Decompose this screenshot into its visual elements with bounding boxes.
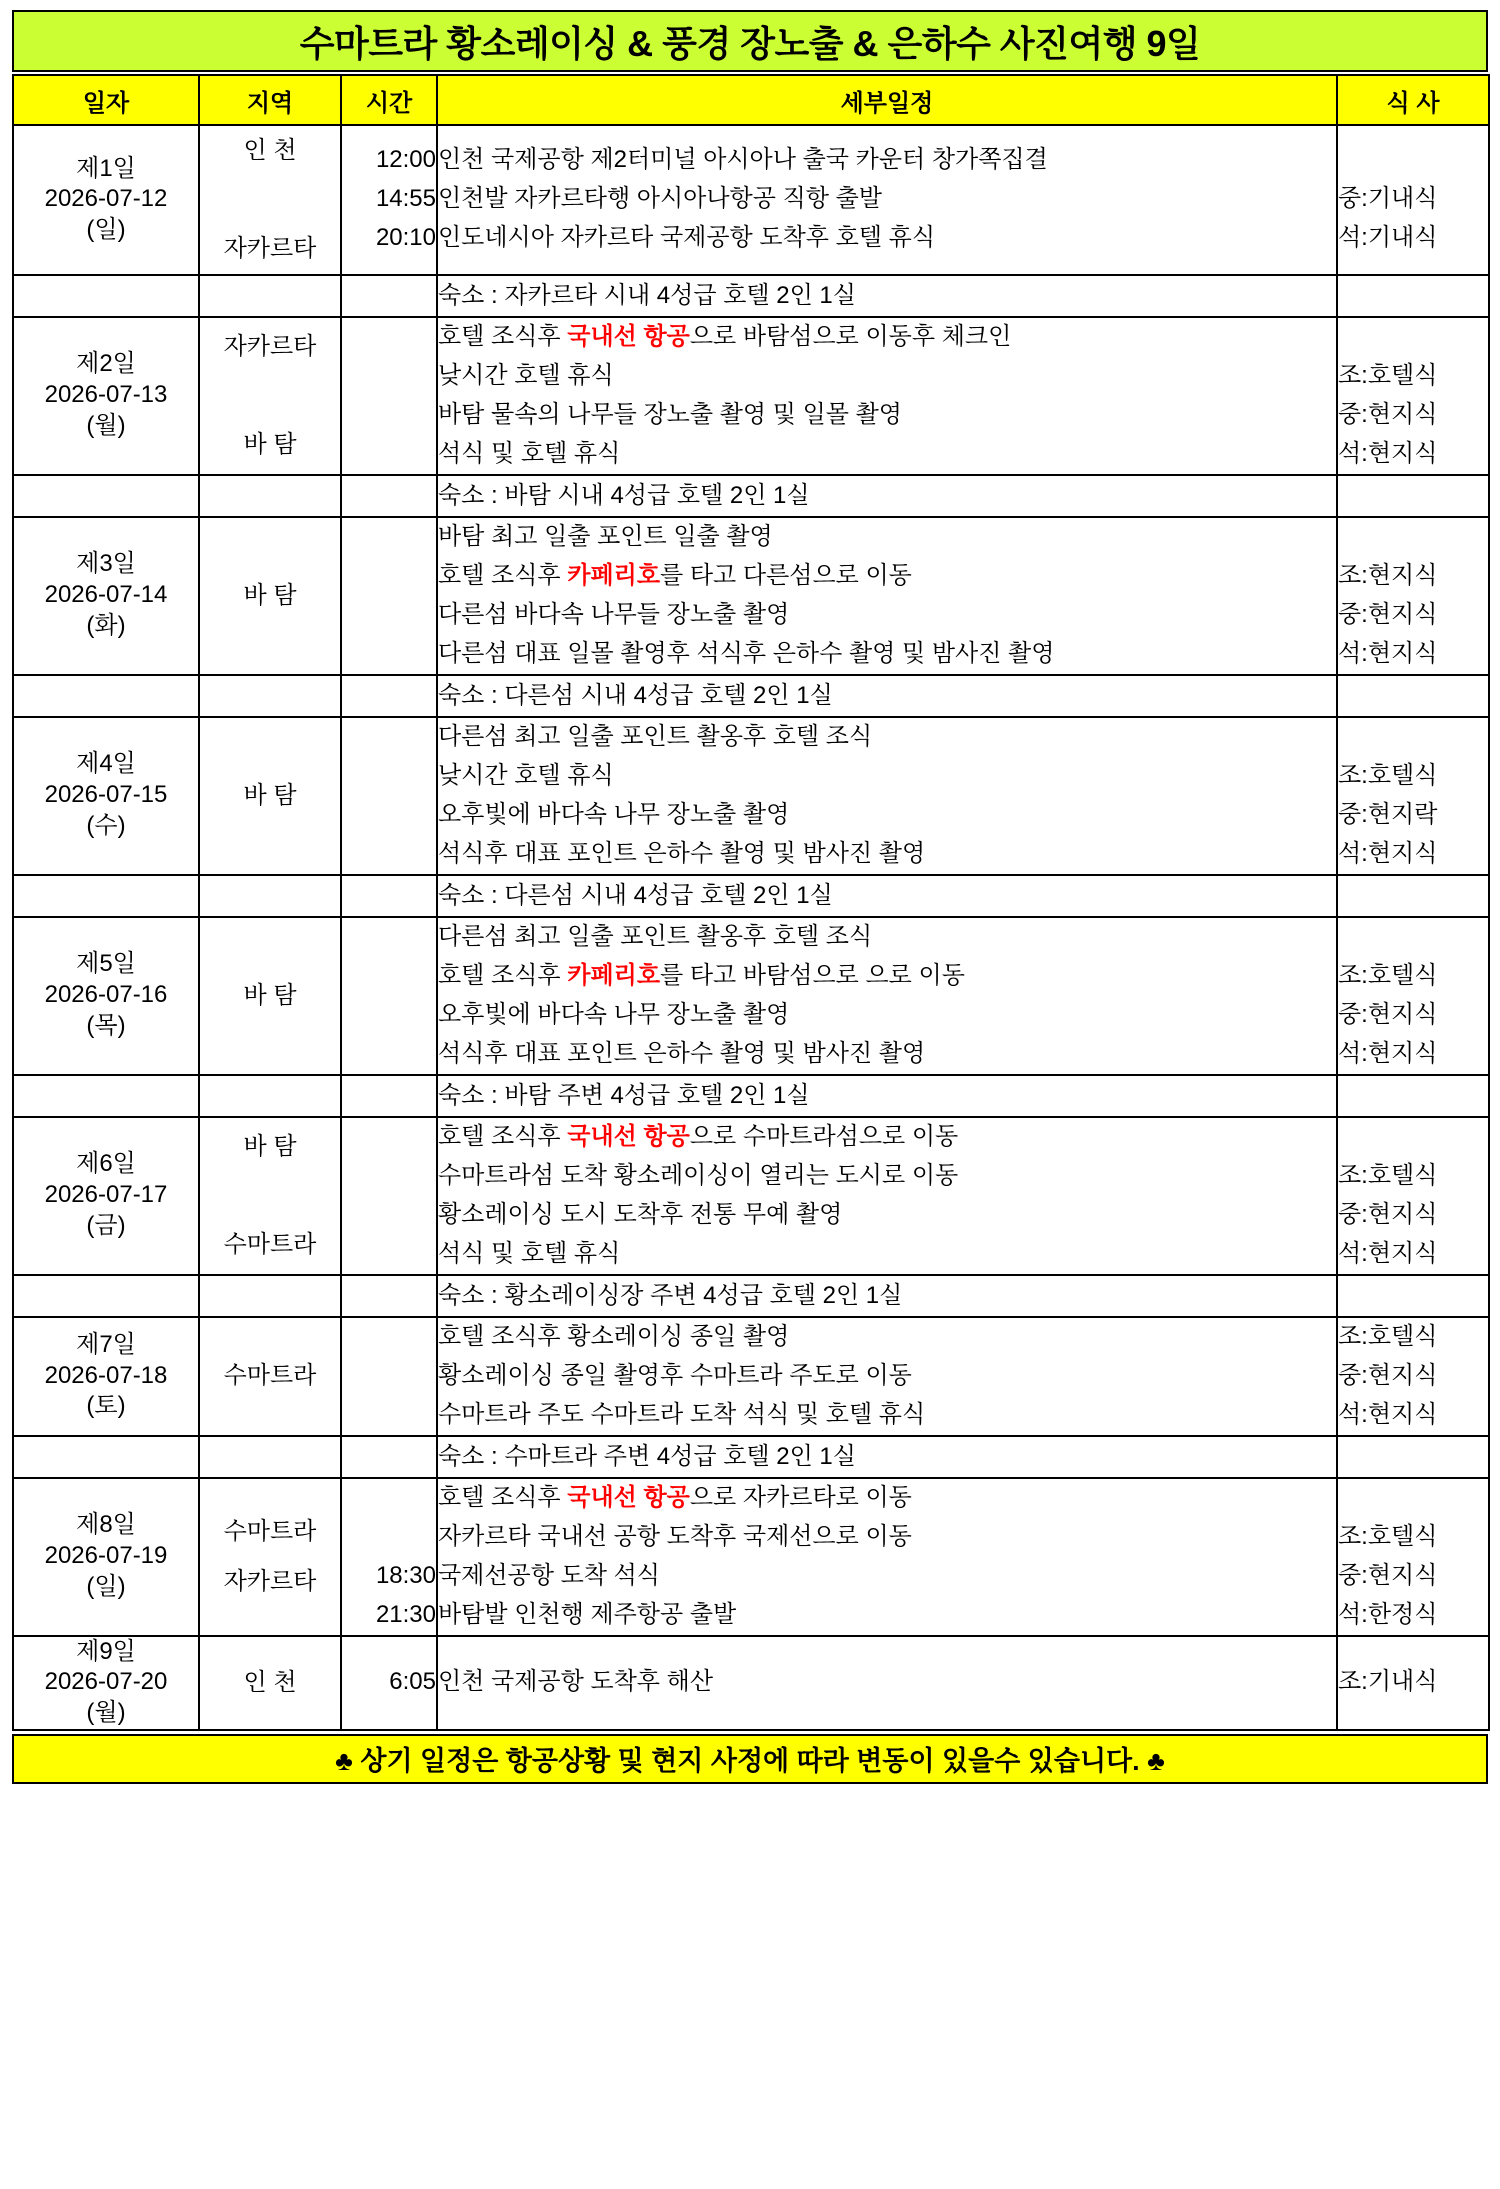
- accommodation-spacer-time: [341, 275, 437, 317]
- day-region: 바 탐 수마트라: [199, 1117, 341, 1275]
- itinerary-table: [12, 74, 1490, 1731]
- day-region: 바 탐: [199, 917, 341, 1075]
- accommodation-spacer-meal: [1337, 475, 1489, 517]
- accommodation-spacer-meal: [1337, 675, 1489, 717]
- day-details: 호텔 조식후 국내선 항공으로 수마트라섬으로 이동 수마트라섬 도착 황소레이싱이 열리는 도시로 이동 황소레이싱 도시 도착후 전통 무예 촬영 석식 및 호텔 휴식: [437, 1117, 1337, 1275]
- accommodation-text: 숙소 : 수마트라 주변 4성급 호텔 2인 1실: [437, 1436, 1337, 1478]
- day-region: 인 천: [199, 1636, 341, 1730]
- table-body: [13, 125, 1489, 1730]
- accommodation-spacer-time: [341, 1436, 437, 1478]
- accommodation-spacer-date: [13, 875, 199, 917]
- day-region: 인 천 자카르타: [199, 125, 341, 275]
- day-date: 제8일 2026-07-19 (일): [13, 1478, 199, 1636]
- accommodation-text: 숙소 : 바탐 주변 4성급 호텔 2인 1실: [437, 1075, 1337, 1117]
- accommodation-spacer-date: [13, 1275, 199, 1317]
- footer-note-text: ♣ 상기 일정은 항공상황 및 현지 사정에 따라 변동이 있을수 있습니다. ♣: [335, 1746, 1165, 1777]
- day-details: 인천 국제공항 제2터미널 아시아나 출국 카운터 창가쪽집결 인천발 자카르타행 아시아나항공 직항 출발 인도네시아 자카르타 국제공항 도착후 호텔 휴식: [437, 125, 1337, 275]
- accommodation-spacer-meal: [1337, 1436, 1489, 1478]
- accommodation-row: [13, 475, 1489, 517]
- table-row: [13, 125, 1489, 275]
- accommodation-text: 숙소 : 다른섬 시내 4성급 호텔 2인 1실: [437, 875, 1337, 917]
- header-time: 시간: [341, 75, 437, 125]
- day-details: 다른섬 최고 일출 포인트 촬옹후 호텔 조식 낮시간 호텔 휴식 오후빛에 바다속 나무 장노출 촬영 석식후 대표 포인트 은하수 촬영 및 밤사진 촬영: [437, 717, 1337, 875]
- header-date: 일자: [13, 75, 199, 125]
- day-times: [341, 1117, 437, 1275]
- accommodation-row: [13, 875, 1489, 917]
- day-times: [341, 517, 437, 675]
- accommodation-spacer-meal: [1337, 875, 1489, 917]
- day-region: 바 탐: [199, 517, 341, 675]
- day-meals: 조:호텔식 중:현지식 석:현지식: [1337, 917, 1489, 1075]
- day-meals: 조:호텔식 중:현지식 석:현지식: [1337, 317, 1489, 475]
- accommodation-spacer-time: [341, 475, 437, 517]
- accommodation-spacer-meal: [1337, 1075, 1489, 1117]
- accommodation-text: 숙소 : 다른섬 시내 4성급 호텔 2인 1실: [437, 675, 1337, 717]
- table-row: [13, 717, 1489, 875]
- day-date: 제9일 2026-07-20 (월): [13, 1636, 199, 1730]
- day-date: 제6일 2026-07-17 (금): [13, 1117, 199, 1275]
- table-row: [13, 917, 1489, 1075]
- accommodation-row: [13, 1275, 1489, 1317]
- day-meals: 조:호텔식 중:현지락 석:현지식: [1337, 717, 1489, 875]
- accommodation-row: [13, 275, 1489, 317]
- day-details: 호텔 조식후 국내선 항공으로 자카르타로 이동 자카르타 국내선 공항 도착후 국제선으로 이동 국제선공항 도착 석식 바탐발 인천행 제주항공 출발: [437, 1478, 1337, 1636]
- accommodation-row: [13, 1075, 1489, 1117]
- day-meals: 조:호텔식 중:현지식 석:현지식: [1337, 1117, 1489, 1275]
- accommodation-spacer-region: [199, 875, 341, 917]
- day-details: 호텔 조식후 황소레이싱 종일 촬영 황소레이싱 종일 촬영후 수마트라 주도로 이동 수마트라 주도 수마트라 도착 석식 및 호텔 휴식: [437, 1317, 1337, 1436]
- accommodation-spacer-region: [199, 1275, 341, 1317]
- table-row: [13, 1636, 1489, 1730]
- day-times: 6:05: [341, 1636, 437, 1730]
- footer-note: [12, 1734, 1488, 1784]
- day-meals: 조:호텔식 중:현지식 석:한정식: [1337, 1478, 1489, 1636]
- day-region: 자카르타 바 탐: [199, 317, 341, 475]
- day-details: 인천 국제공항 도착후 해산: [437, 1636, 1337, 1730]
- day-region: 수마트라 자카르타: [199, 1478, 341, 1636]
- accommodation-spacer-time: [341, 1275, 437, 1317]
- header-row: [13, 75, 1489, 125]
- day-region: 바 탐: [199, 717, 341, 875]
- day-date: 제1일 2026-07-12 (일): [13, 125, 199, 275]
- header-region: 지역: [199, 75, 341, 125]
- accommodation-text: 숙소 : 바탐 시내 4성급 호텔 2인 1실: [437, 475, 1337, 517]
- day-times: [341, 1317, 437, 1436]
- accommodation-spacer-region: [199, 1436, 341, 1478]
- accommodation-spacer-meal: [1337, 275, 1489, 317]
- table-row: [13, 1117, 1489, 1275]
- accommodation-text: 숙소 : 자카르타 시내 4성급 호텔 2인 1실: [437, 275, 1337, 317]
- header-meal: 식 사: [1337, 75, 1489, 125]
- day-details: 호텔 조식후 국내선 항공으로 바탐섬으로 이동후 체크인 낮시간 호텔 휴식 바탐 물속의 나무들 장노출 촬영 및 일몰 촬영 석식 및 호텔 휴식: [437, 317, 1337, 475]
- table-header: [13, 75, 1489, 125]
- accommodation-spacer-region: [199, 1075, 341, 1117]
- accommodation-row: [13, 675, 1489, 717]
- accommodation-spacer-date: [13, 1075, 199, 1117]
- day-times: 12:00 14:55 20:10: [341, 125, 437, 275]
- header-detail: 세부일정: [437, 75, 1337, 125]
- day-details: 다른섬 최고 일출 포인트 촬옹후 호텔 조식 호텔 조식후 카페리호를 타고 바탐섬으로 으로 이동 오후빛에 바다속 나무 장노출 촬영 석식후 대표 포인트 은하수 촬영 및 밤사진 촬영: [437, 917, 1337, 1075]
- accommodation-row: [13, 1436, 1489, 1478]
- day-details: 바탐 최고 일출 포인트 일출 촬영 호텔 조식후 카페리호를 타고 다른섬으로 이동 다른섬 바다속 나무들 장노출 촬영 다른섬 대표 일몰 촬영후 석식후 은하수 촬영 및 밤사진 촬영: [437, 517, 1337, 675]
- accommodation-spacer-time: [341, 875, 437, 917]
- page-title-bar: [12, 10, 1488, 72]
- table-row: [13, 317, 1489, 475]
- accommodation-spacer-meal: [1337, 1275, 1489, 1317]
- accommodation-text: 숙소 : 황소레이싱장 주변 4성급 호텔 2인 1실: [437, 1275, 1337, 1317]
- table-row: [13, 1317, 1489, 1436]
- day-date: 제5일 2026-07-16 (목): [13, 917, 199, 1075]
- accommodation-spacer-time: [341, 1075, 437, 1117]
- day-times: 18:30 21:30: [341, 1478, 437, 1636]
- accommodation-spacer-date: [13, 475, 199, 517]
- day-region: 수마트라: [199, 1317, 341, 1436]
- day-date: 제2일 2026-07-13 (월): [13, 317, 199, 475]
- table-row: [13, 1478, 1489, 1636]
- accommodation-spacer-time: [341, 675, 437, 717]
- day-meals: 조:현지식 중:현지식 석:현지식: [1337, 517, 1489, 675]
- accommodation-spacer-date: [13, 275, 199, 317]
- day-date: 제4일 2026-07-15 (수): [13, 717, 199, 875]
- accommodation-spacer-date: [13, 1436, 199, 1478]
- accommodation-spacer-region: [199, 275, 341, 317]
- day-times: [341, 917, 437, 1075]
- day-date: 제7일 2026-07-18 (토): [13, 1317, 199, 1436]
- day-meals: 조:기내식: [1337, 1636, 1489, 1730]
- accommodation-spacer-region: [199, 675, 341, 717]
- day-times: [341, 717, 437, 875]
- table-row: [13, 517, 1489, 675]
- day-times: [341, 317, 437, 475]
- page-title: 수마트라 황소레이싱 & 풍경 장노출 & 은하수 사진여행 9일: [299, 22, 1201, 64]
- accommodation-spacer-date: [13, 675, 199, 717]
- day-meals: 조:호텔식 중:현지식 석:현지식: [1337, 1317, 1489, 1436]
- day-date: 제3일 2026-07-14 (화): [13, 517, 199, 675]
- accommodation-spacer-region: [199, 475, 341, 517]
- day-meals: 중:기내식 석:기내식: [1337, 125, 1489, 275]
